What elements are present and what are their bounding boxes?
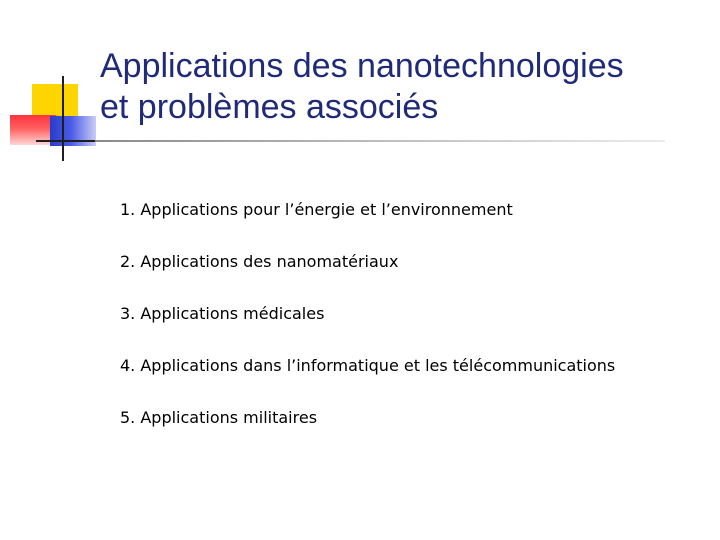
decorative-vertical-line bbox=[62, 76, 64, 161]
list-item-energy-environment: 1. Applications pour l’énergie et l’environnement bbox=[120, 200, 513, 219]
slide-title-line-2: et problèmes associés bbox=[100, 88, 439, 126]
slide-title-line-1: Applications des nanotechnologies bbox=[100, 47, 624, 85]
list-item-computing-telecom: 4. Applications dans l’informatique et les télécommunications bbox=[120, 356, 616, 375]
list-item-medical: 3. Applications médicales bbox=[120, 304, 325, 323]
title-underline-rule bbox=[95, 140, 665, 142]
slide-title bbox=[100, 46, 700, 128]
applications-list bbox=[120, 198, 680, 458]
list-item-nanomaterials: 2. Applications des nanomatériaux bbox=[120, 252, 399, 271]
decorative-horizontal-line bbox=[36, 140, 100, 142]
list-item-military: 5. Applications militaires bbox=[120, 408, 318, 427]
